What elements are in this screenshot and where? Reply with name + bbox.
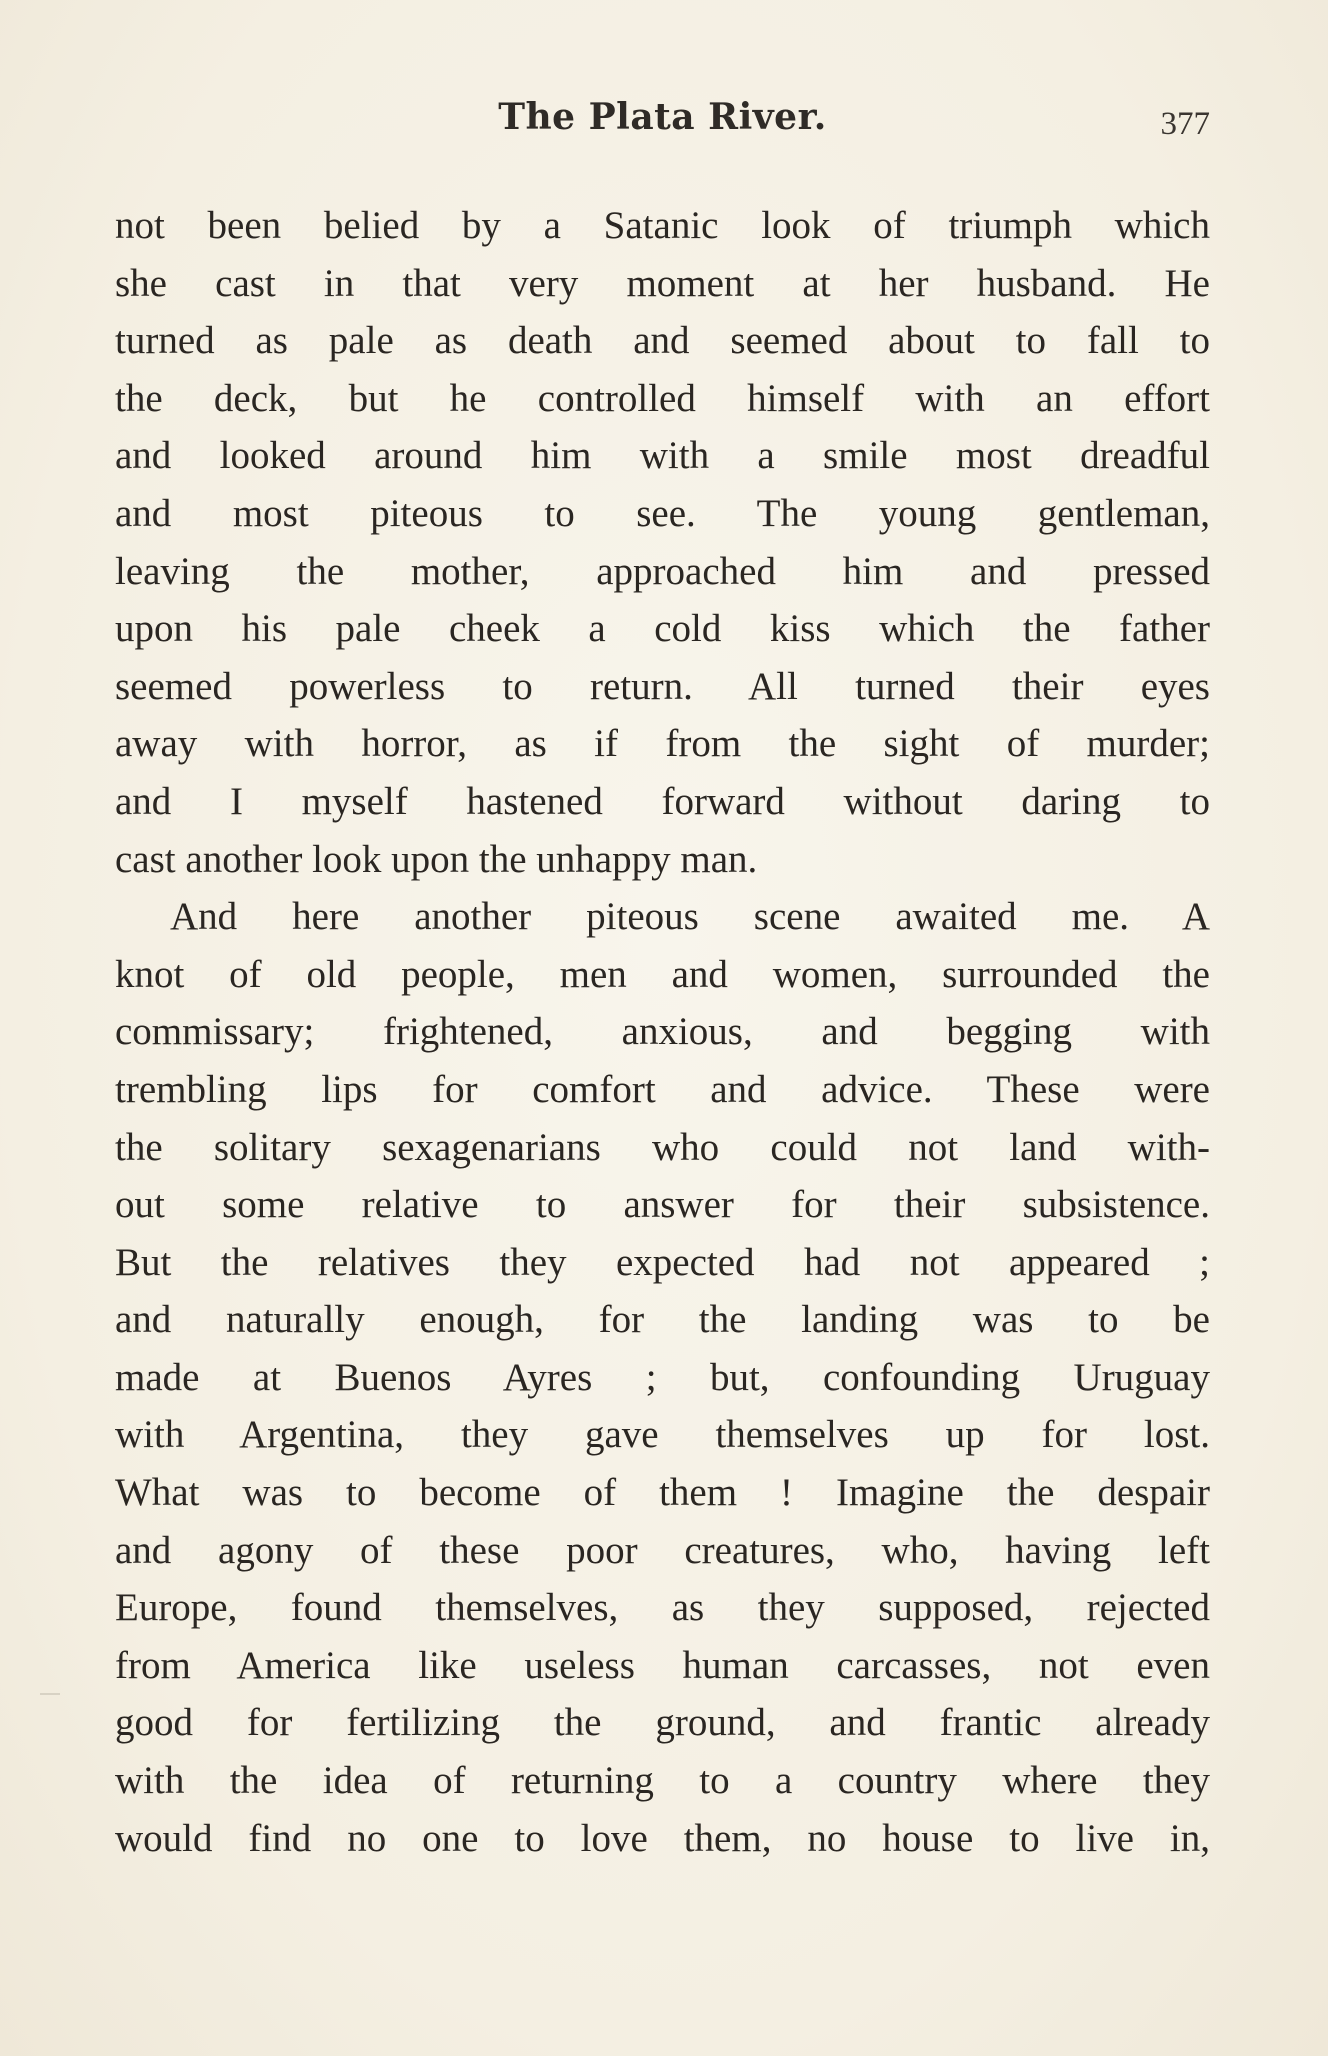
text-line: upon his pale cheek a cold kiss which the father [115, 607, 1210, 651]
text-line: made at Buenos Ayres ; but, confounding Uruguay [115, 1355, 1210, 1399]
text-line: and looked around him with a smile most dreadful [115, 434, 1210, 478]
running-title: The Plata River. [498, 96, 827, 138]
text-line: good for fertilizing the ground, and frantic already [115, 1701, 1210, 1745]
text-line: turned as pale as death and seemed about to fall to [115, 319, 1210, 363]
margin-mark [40, 1693, 60, 1695]
text-line: not been belied by a Satanic look of triumph which [115, 204, 1210, 247]
text-line: she cast in that very moment at her husband. He [115, 261, 1210, 305]
text-line: knot of old people, men and women, surrounded the [115, 952, 1210, 996]
text-line: What was to become of them ! Imagine the despair [115, 1471, 1210, 1515]
text-line: trembling lips for comfort and advice. These were [115, 1067, 1210, 1111]
text-line: and naturally enough, for the landing was to be [115, 1298, 1210, 1342]
text-line: from America like useless human carcasses, not even [115, 1643, 1210, 1687]
text-line: the deck, but he controlled himself with an effort [115, 376, 1210, 420]
text-line: and most piteous to see. The young gentleman, [115, 491, 1210, 535]
text-line: and I myself hastened forward without daring to [115, 779, 1210, 823]
text-line: the solitary sexagenarians who could not land with- [115, 1125, 1210, 1169]
text-line: Europe, found themselves, as they supposed, rejected [115, 1586, 1210, 1630]
text-line: seemed powerless to return. All turned their eyes [115, 664, 1210, 708]
page-number: 377 [1160, 106, 1210, 142]
body-text [115, 197, 1210, 1867]
text-line: with the idea of returning to a country where they [115, 1759, 1210, 1803]
text-line: cast another look upon the unhappy man. [115, 837, 758, 881]
text-line: out some relative to answer for their subsistence. [115, 1183, 1210, 1227]
running-head [115, 96, 1210, 156]
text-line: And here another piteous scene awaited me. A [170, 895, 1210, 939]
text-line: with Argentina, they gave themselves up for lost. [115, 1413, 1210, 1457]
text-line: commissary; frightened, anxious, and begging with [115, 1010, 1210, 1054]
text-line: would find no one to love them, no house to live in, [115, 1816, 1210, 1860]
text-line: leaving the mother, approached him and pressed [115, 549, 1210, 593]
text-line: But the relatives they expected had not appeared ; [115, 1240, 1210, 1284]
text-line: away with horror, as if from the sight of murder; [115, 722, 1210, 766]
text-line: and agony of these poor creatures, who, having left [115, 1528, 1210, 1572]
